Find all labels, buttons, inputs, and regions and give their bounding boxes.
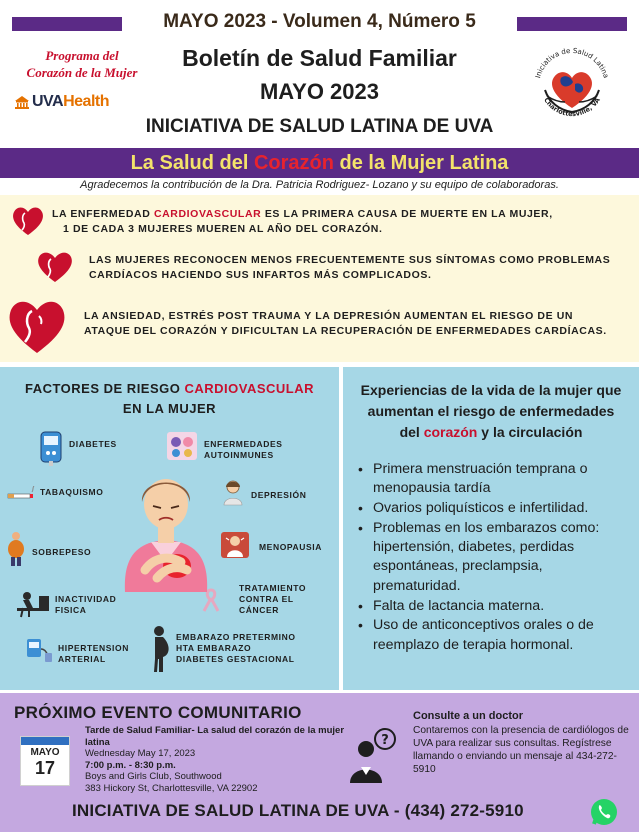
event-section: [0, 693, 639, 832]
experiences-title-line-3b: y la circulación: [477, 424, 583, 440]
fact-1-text-a: LA ENFERMEDAD: [52, 208, 154, 220]
heart-woman-icon: [36, 249, 74, 283]
risk-title-text-a: FACTORES DE RIESGO: [24, 381, 185, 396]
event-name: Tarde de Salud Familiar- La salud del corazón de la mujer latina: [85, 725, 345, 748]
risk-title-highlight: CARDIOVASCULAR: [184, 381, 315, 396]
fact-2-text-a: LAS MUJERES RECONOCEN MENOS FRECUENTEMENTE SUS SÍNTOMAS COMO PROBLEMAS: [89, 254, 611, 266]
svg-text:Iniciativa de Salud Latina: [534, 47, 610, 79]
event-place: Boys and Girls Club, Southwood: [85, 771, 222, 782]
consult-body: Contaremos con la presencia de cardiólogos de UVA para realizar sus consultas. Regístrese llamando o enviando un mensaje al 434-272-5910: [413, 725, 629, 775]
risk-factors-title: [0, 379, 339, 419]
experiences-list: [357, 460, 633, 655]
calendar-month: MAYO: [30, 747, 60, 758]
risk-menopause: MENOPAUSIA: [259, 542, 322, 552]
risk-hypertension: [58, 643, 129, 665]
logo-arc-text-top: Iniciativa de Salud Latina: [534, 46, 610, 80]
event-date: Wednesday May 17, 2023: [85, 748, 196, 759]
list-item: • Falta de lactancia materna.: [357, 597, 633, 616]
cigarette-icon: [6, 486, 36, 502]
risk-inactivity: [55, 594, 116, 616]
fact-3-text-a: LA ANSIEDAD, ESTRÉS POST TRAUMA Y LA DEPRESIÓN AUMENTAN EL RIESGO DE UN: [84, 310, 574, 322]
risk-cancer-treatment: [239, 583, 306, 616]
risk-pregnancy-line-1: EMBARAZO PRETERMINO: [176, 632, 296, 642]
blood-pressure-icon: [25, 635, 53, 663]
calendar-day: 17: [34, 758, 56, 778]
fact-1-highlight: CARDIOVASCULAR: [153, 208, 262, 220]
acknowledgement-text: Agradecemos la contribución de la Dra. Patricia Rodriguez- Lozano y su equipo de colaboradoras.: [80, 179, 559, 191]
risk-title-text-b: EN LA MUJER: [122, 401, 217, 416]
heart-woman-icon: [11, 204, 45, 236]
logo-arc-text-bottom: Charlottesville, VA: [542, 96, 602, 119]
experiences-panel: [343, 367, 639, 690]
risk-factors-panel: [0, 367, 339, 690]
fact-1-text-b: ES LA PRIMERA CAUSA DE MUERTE EN LA MUJER,: [261, 208, 553, 220]
risk-cancer-line-1: TRATAMIENTO: [239, 583, 307, 593]
inactive-person-icon: [15, 588, 51, 618]
autoimmune-icon: [166, 431, 198, 461]
experiences-title-line-2: aumentan el riesgo de enfermedades: [367, 403, 615, 419]
event-address: 383 Hickory St, Charlottesville, VA 22902: [85, 782, 258, 794]
depressed-woman-icon: [219, 478, 247, 506]
pregnant-woman-icon: [146, 625, 174, 673]
banner-text-a: La Salud del: [130, 152, 254, 174]
risk-smoking: TABAQUISMO: [40, 487, 104, 497]
doctor-question-icon: [346, 727, 406, 783]
fact-3-text-b: ATAQUE DEL CORAZÓN Y DIFICULTAN LA RECUPERACIÓN DE ENFERMEDADES CARDÍACAS.: [84, 325, 607, 337]
risk-inactivity-line-2: FISICA: [55, 605, 87, 615]
risk-pregnancy-line-3: DIABETES GESTACIONAL: [176, 654, 295, 664]
event-title: PRÓXIMO EVENTO COMUNITARIO: [14, 703, 302, 722]
risk-cancer-line-3: CÁNCER: [239, 605, 279, 615]
woman-chest-pain-illustration: [115, 470, 217, 592]
risk-depression: DEPRESIÓN: [251, 490, 307, 500]
program-name: [16, 47, 148, 81]
banner-text-b: de la Mujer Latina: [333, 152, 509, 174]
list-item: • Uso de anticonceptivos orales o de reemplazo de terapia hormonal.: [357, 616, 633, 655]
risk-autoimmune: [204, 439, 283, 461]
calendar-icon: [20, 736, 70, 786]
risk-pregnancy-line-2: HTA EMBARAZO: [176, 643, 252, 653]
risk-pregnancy: [176, 632, 296, 665]
uva-logo-text-b: Health: [63, 93, 109, 110]
event-details: [85, 725, 345, 794]
experiences-title: [343, 380, 639, 443]
fact-2: [89, 253, 629, 283]
list-item: • Primera menstruación temprana o menopausia tardía: [357, 460, 633, 499]
risk-overweight: SOBREPESO: [32, 547, 92, 557]
fact-2-text-b: CARDÍACOS HACIENDO SUS INFARTOS MÁS COMPLICADOS.: [89, 269, 432, 281]
whatsapp-icon[interactable]: [589, 797, 619, 827]
issue-line: MAYO 2023 - Volumen 4, Número 5: [163, 11, 476, 32]
risk-cancer-line-2: CONTRA EL: [239, 594, 294, 604]
banner-highlight: Corazón: [253, 152, 334, 174]
header: [0, 0, 639, 146]
fact-1: [52, 207, 622, 237]
risk-inactivity-line-1: INACTIVIDAD: [55, 594, 117, 604]
uva-health-logo: [14, 93, 109, 111]
consult-title: Consulte a un doctor: [413, 710, 523, 722]
list-item: • Ovarios poliquísticos e infertilidad.: [357, 499, 633, 518]
experiences-title-highlight: corazón: [423, 424, 478, 440]
event-time: 7:00 p.m. - 8:30 p.m.: [85, 759, 176, 771]
newsletter-date: MAYO 2023: [259, 79, 380, 104]
experiences-title-line-1: Experiencias de la vida de la mujer que: [360, 382, 622, 398]
menopause-icon: [220, 531, 250, 559]
experiences-title-line-3a: del: [399, 424, 424, 440]
footer-contact: INICIATIVA DE SALUD LATINA DE UVA - (434) 272-5910: [72, 801, 524, 820]
svg-text:?: ?: [381, 733, 389, 748]
rotunda-icon: [14, 95, 30, 109]
fact-3: [84, 309, 634, 339]
section-banner: [0, 148, 639, 178]
fact-1-text-c: 1 DE CADA 3 MUJERES MUEREN AL AÑO DEL CORAZÓN.: [63, 223, 383, 235]
uva-logo-text-a: UVA: [32, 93, 64, 110]
organization-name: INICIATIVA DE SALUD LATINA DE UVA: [145, 116, 494, 137]
risk-autoimmune-line-1: ENFERMEDADES: [204, 439, 283, 449]
risk-hypertension-line-1: HIPERTENSION: [58, 643, 129, 653]
program-name-line-1: Programa del: [45, 48, 119, 63]
risk-diabetes: DIABETES: [69, 439, 117, 449]
glucose-meter-icon: [38, 430, 64, 466]
newsletter-title: Boletín de Salud Familiar: [182, 45, 457, 71]
list-item: • Problemas en los embarazos como: hipertensión, diabetes, perdidas espontáneas, preclampsia, prematuridad.: [357, 519, 633, 596]
risk-autoimmune-line-2: AUTOINMUNES: [204, 450, 274, 460]
heart-woman-icon: [6, 296, 68, 354]
latino-health-initiative-logo: [527, 40, 617, 130]
facts-section: [0, 195, 639, 362]
overweight-person-icon: [6, 531, 26, 567]
program-name-line-2: Corazón de la Mujer: [26, 65, 138, 80]
risk-hypertension-line-2: ARTERIAL: [58, 654, 106, 664]
